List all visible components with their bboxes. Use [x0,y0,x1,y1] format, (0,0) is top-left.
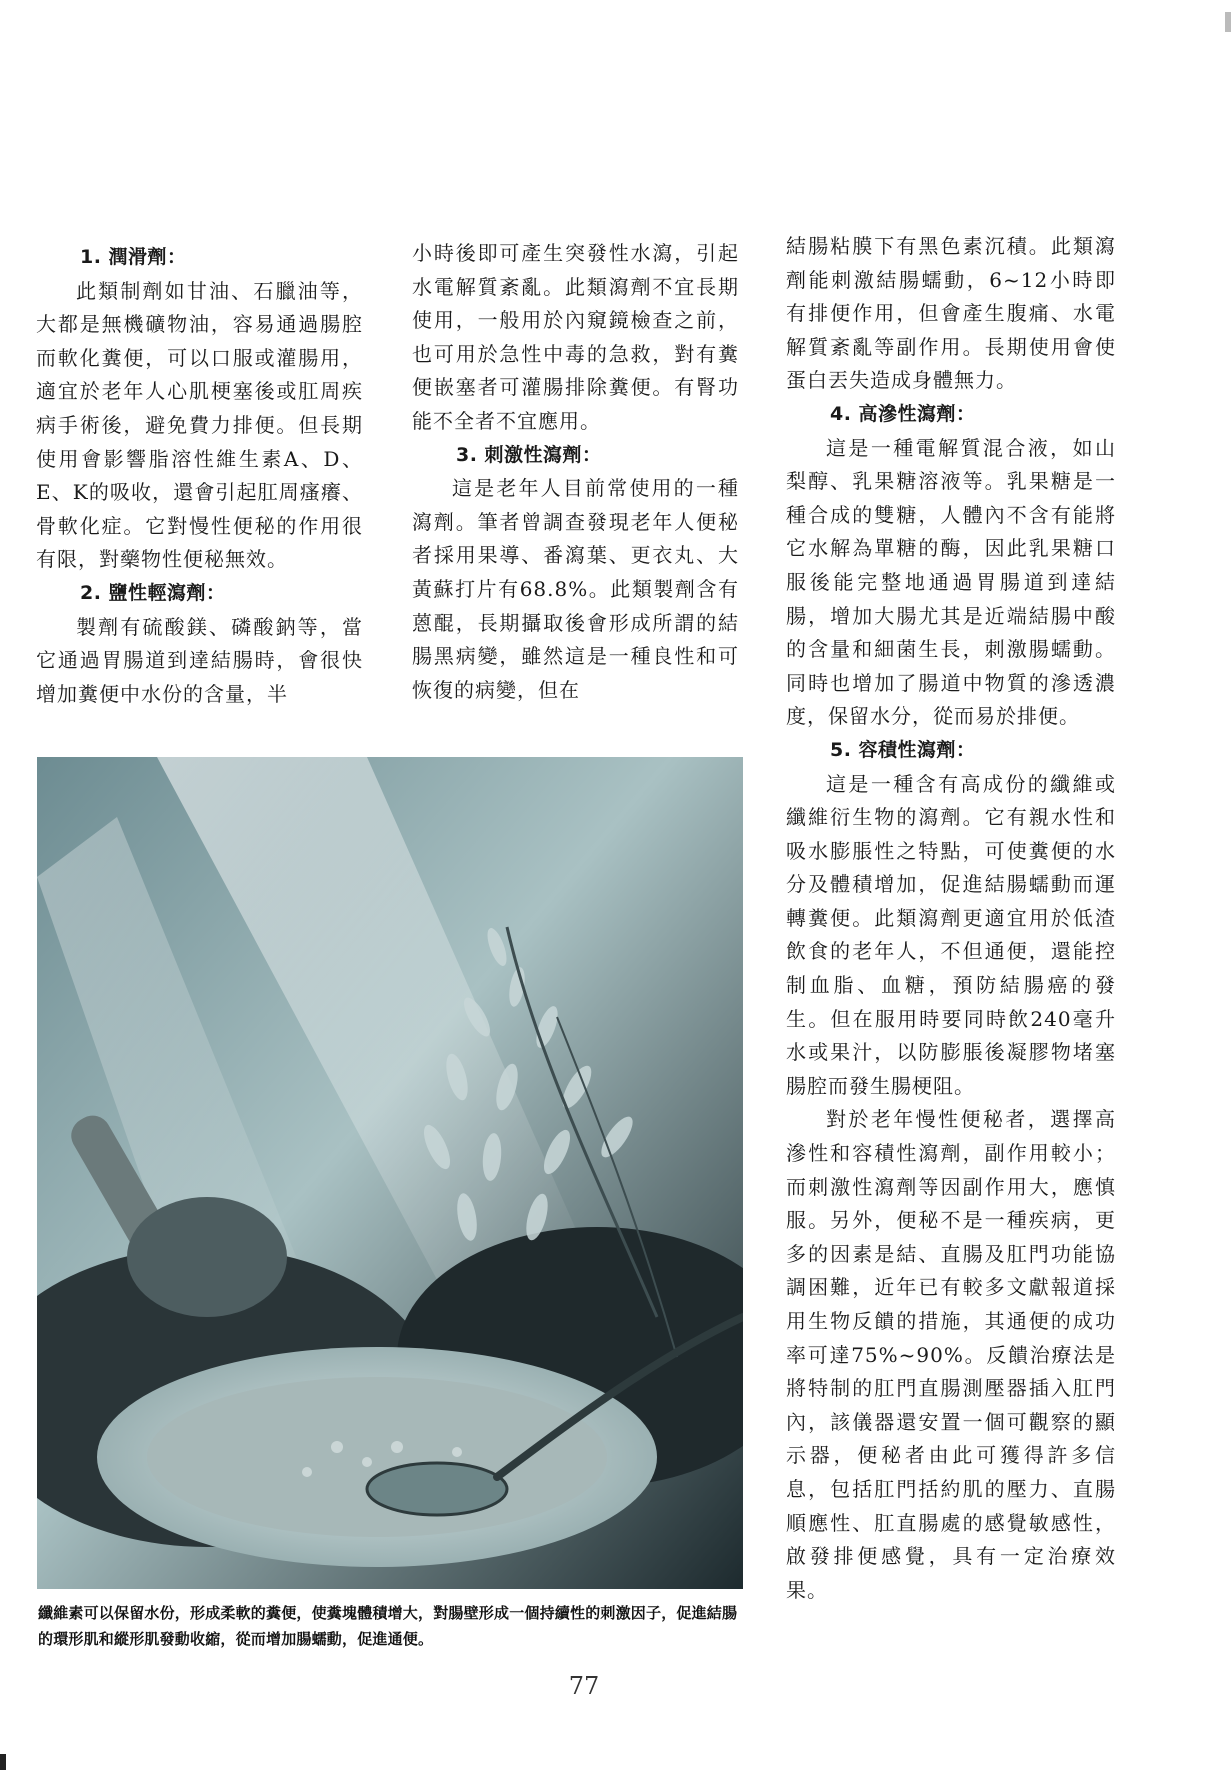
paragraph-osmotic-laxative: 這是一種電解質混合液，如山梨醇、乳果糖溶液等。乳果糖是一種合成的雙糖，人體內不含有能將它水解為單糖的酶，因此乳果糖口服後能完整地通過胃腸道到達結腸，增加大腸尤其是近端結腸中酸的含量和細菌生長，刺激腸蠕動。同時也增加了腸道中物質的滲透濃度，保留水分，從而易於排便。 [786,435,1116,729]
heading-lubricant: 1. 潤滑劑： [80,246,187,268]
paragraph-conclusion: 對於老年慢性便秘者，選擇高滲性和容積性瀉劑，副作用較小；而刺激性瀉劑等因副作用大，應慎服。另外，便秘不是一種疾病，更多的因素是結、直腸及肛門功能協調困難，近年已有較多文獻報道採用生物反饋的措施，其通便的成功率可達75%~90%。反饋治療法是將特制的肛門直腸測壓器插入肛門內，該儀器還安置一個可觀察的顯示器，便秘者由此可獲得許多信息，包括肛門括約肌的壓力、直腸順應性、肛直腸處的感覺敏感性，啟發排便感覺，具有一定治療效果。 [786,1107,1116,1602]
column-2 [412,237,739,707]
column-3 [786,230,1116,1607]
oats-porridge-photo [37,757,743,1589]
page-number: 77 [568,1672,600,1700]
paragraph-stimulant-laxative-part2: 結腸粘膜下有黑色素沉積。此類瀉劑能刺激結腸蠕動，6~12小時即有排便作用，但會產生腹痛、水電解質紊亂等副作用。長期使用會使蛋白丟失造成身體無力。 [786,234,1116,393]
heading-stimulant-laxative: 3. 刺激性瀉劑： [456,443,602,466]
paragraph-saline-laxative-part2: 小時後即可產生突發性水瀉，引起水電解質紊亂。此類瀉劑不宜長期使用，一般用於內窺鏡檢查之前，也可用於急性中毒的急救，對有糞便嵌塞者可灌腸排除糞便。有腎功能不全者不宜應用。 [412,241,739,433]
heading-bulk-laxative: 5. 容積性瀉劑： [830,738,976,761]
heading-saline-laxative: 2. 鹽性輕瀉劑： [80,581,226,604]
scan-edge-mark [0,1754,6,1770]
paragraph-saline-laxative-part1: 製劑有硫酸鎂、磷酸鈉等，當它通過胃腸道到達結腸時，會很快增加糞便中水份的含量，半 [36,614,363,706]
paragraph-bulk-laxative: 這是一種含有高成份的纖維或纖維衍生物的瀉劑。它有親水性和吸水膨脹性之特點，可使糞便的水分及體積增加，促進結腸蠕動而運轉糞便。此類瀉劑更適宜用於低渣飲食的老年人，不但通便，還能控制血脂、血糖，預防結腸癌的發生。但在服用時要同時飲240毫升水或果汁，以防膨脹後凝膠物堵塞腸腔而發生腸梗阻。 [786,771,1116,1098]
column-1 [36,241,363,711]
paragraph-lubricant: 此類制劑如甘油、石臘油等，大都是無機礦物油，容易通過腸腔而軟化糞便，可以口服或灌腸用，適宜於老年人心肌梗塞後或肛周疾病手術後，避免費力排便。但長期使用會影響脂溶性維生素A、D、E、K的吸收，還會引起肛周瘙癢、骨軟化症。它對慢性便秘的作用很有限，對藥物性便秘無效。 [36,278,363,572]
photo-caption: 纖維素可以保留水份，形成柔軟的糞便，使糞塊體積增大，對腸壁形成一個持續性的刺激因子，促進結腸的環形肌和縱形肌發動收縮，從而增加腸蠕動，促進通便。 [38,1604,738,1648]
paragraph-stimulant-laxative-part1: 這是老年人目前常使用的一種瀉劑。筆者曾調查發現老年人便秘者採用果導、番瀉葉、更衣丸、大黃蘇打片有68.8%。此類製劑含有蒽醌，長期攝取後會形成所謂的結腸黑病變，雖然這是一種良性和可恢復的病變，但在 [412,476,739,702]
heading-osmotic-laxative: 4. 高滲性瀉劑： [830,402,976,425]
scan-edge-mark [1225,12,1231,32]
